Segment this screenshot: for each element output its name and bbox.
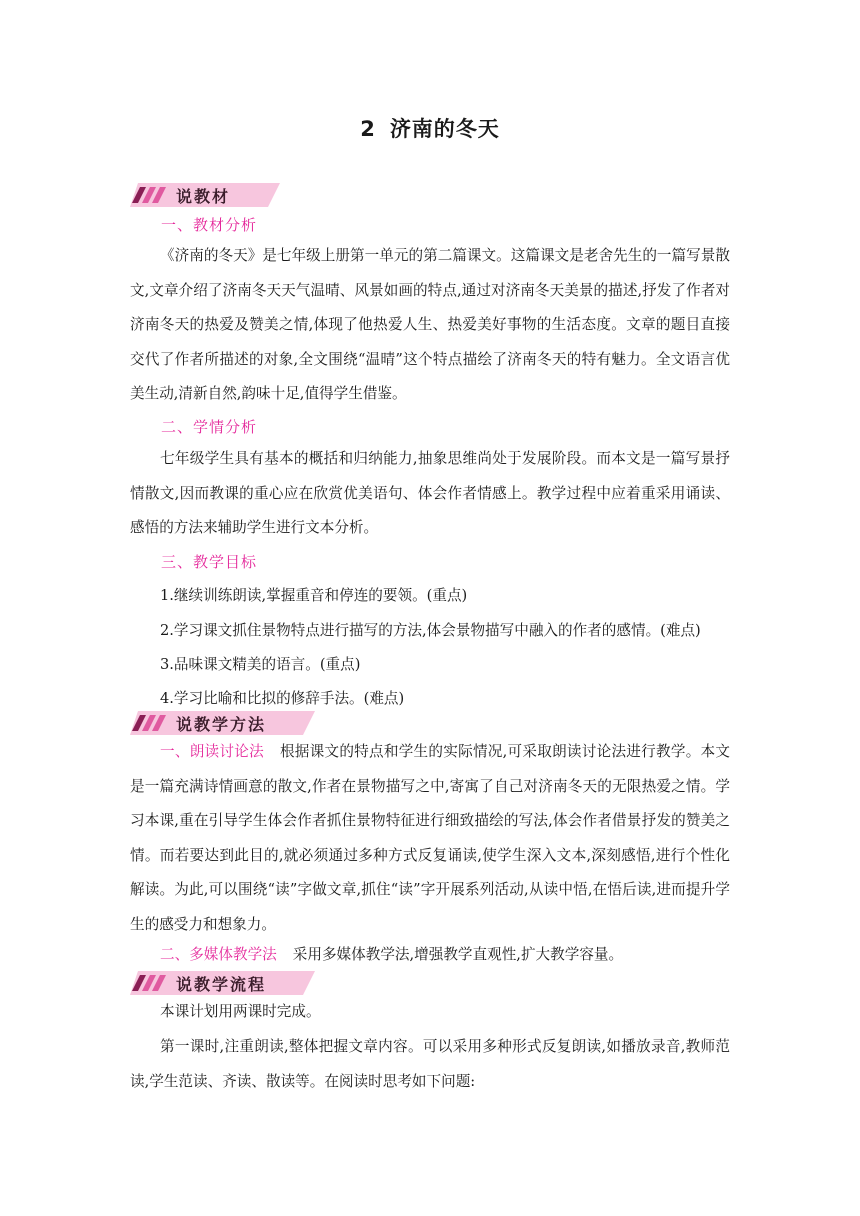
subhead-learner-analysis: 二、学情分析 [161, 418, 258, 436]
banner-label: 说教材 [176, 187, 231, 206]
section-banner-methods [130, 711, 315, 735]
method-reading-body: 根据课文的特点和学生的实际情况,可采取朗读讨论法进行教学。本文是一篇充满诗情画意的散文,作者在景物描写之中,寄寓了自己对济南冬天的无限热爱之情。学习本课,重在引导学生体会作者抓住景物特征进行细致描绘的写法,体会作者借景抒发的赞美之情。而若要达到此目的,就必须通过多种方式反复诵读,使学生深入文本,深刻感悟,进行个性化解读。为此,可以围绕“读”字做文章,抓住“读”字开展系列活动,从读中悟,在悟后读,进而提升学生的感受力和想象力。 [130, 743, 730, 933]
page-title [0, 113, 860, 143]
banner-label: 说教学流程 [176, 975, 267, 994]
paragraph-process-plan: 本课计划用两课时完成。 [160, 1003, 321, 1020]
goal-item: 4.学习比喻和比拟的修辞手法。(难点) [160, 690, 405, 707]
goal-item: 2.学习课文抓住景物特点进行描写的方法,体会景物描写中融入的作者的感情。(难点) [160, 622, 701, 639]
method-multimedia-body: 采用多媒体教学法,增强教学直观性,扩大教学容量。 [292, 946, 624, 963]
subhead-method-multimedia: 二、多媒体教学法 [160, 946, 277, 963]
lesson-title: 济南的冬天 [389, 117, 500, 141]
lesson-number: 2 [360, 117, 376, 141]
paragraph-method-reading [130, 735, 730, 942]
goal-item: 1.继续训练朗读,掌握重音和停连的要领。(重点) [160, 587, 468, 604]
subhead-textbook-analysis: 一、教材分析 [161, 216, 258, 234]
section-banner-textbook [130, 183, 280, 207]
paragraph-learner-analysis: 七年级学生具有基本的概括和归纳能力,抽象思维尚处于发展阶段。而本文是一篇写景抒情散文,因而教课的重心应在欣赏优美语句、体会作者情感上。教学过程中应着重采用诵读、感悟的方法来辅助学生进行文本分析。 [130, 450, 730, 536]
paragraph-process-first-lesson: 第一课时,注重朗读,整体把握文章内容。可以采用多种形式反复朗读,如播放录音,教师范读,学生范读、齐读、散读等。在阅读时思考如下问题: [130, 1038, 730, 1090]
banner-label: 说教学方法 [176, 715, 267, 734]
paragraph-method-multimedia [130, 938, 730, 973]
subhead-teaching-goals: 三、教学目标 [161, 553, 258, 571]
subhead-method-reading: 一、朗读讨论法 [160, 743, 264, 760]
paragraph-textbook-analysis: 《济南的冬天》是七年级上册第一单元的第二篇课文。这篇课文是老舍先生的一篇写景散文,文章介绍了济南冬天天气温晴、风景如画的特点,通过对济南冬天美景的描述,抒发了作者对济南冬天的热爱及赞美之情,体现了他热爱人生、热爱美好事物的生活态度。文章的题目直接交代了作者所描述的对象,全文围绕“温晴”这个特点描绘了济南冬天的特有魅力。全文语言优美生动,清新自然,韵味十足,值得学生借鉴。 [130, 247, 730, 402]
section-banner-process [130, 971, 315, 995]
goal-item: 3.品味课文精美的语言。(重点) [160, 656, 361, 673]
